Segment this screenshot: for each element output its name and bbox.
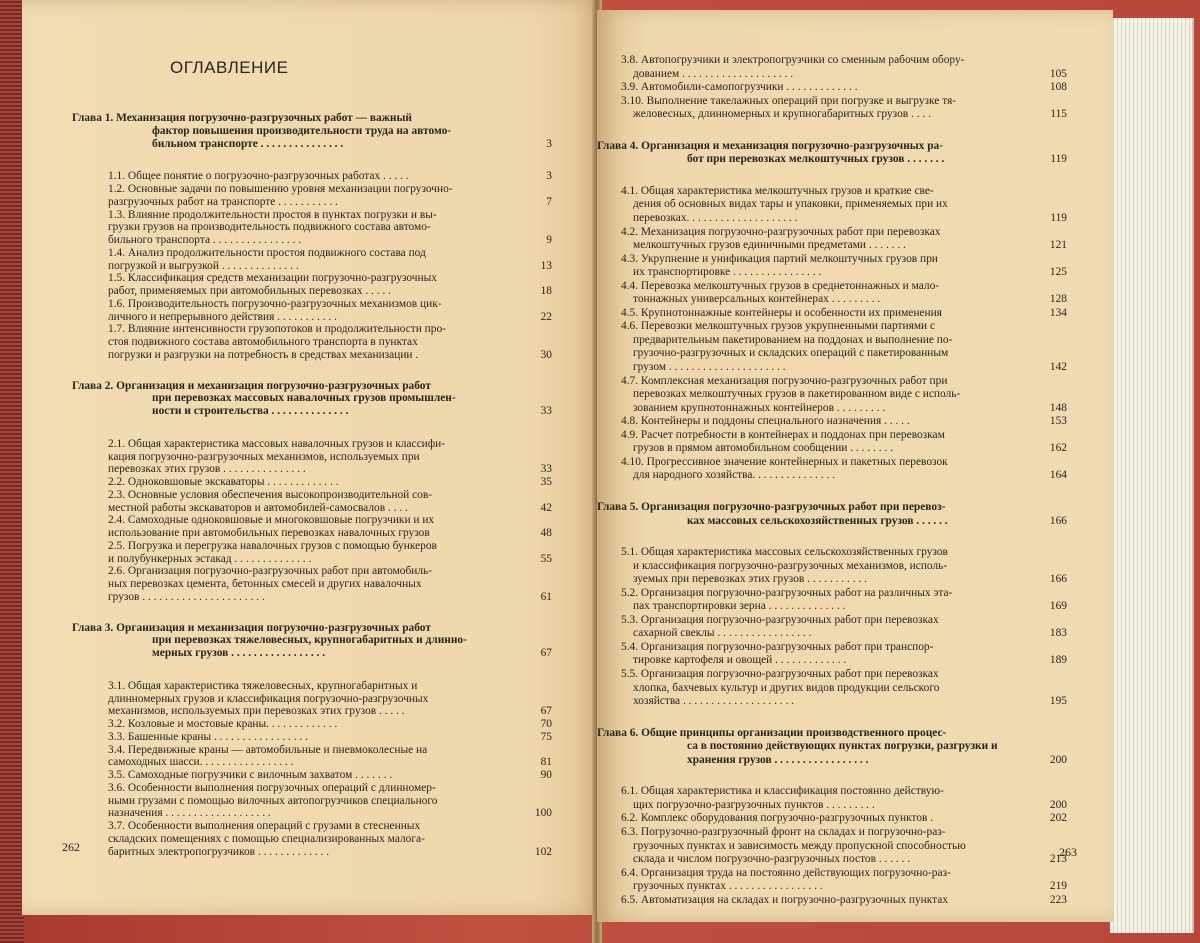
- toc-entry-line: пах транспортировки зерна . . . . . . . . . . . . . .: [633, 600, 846, 613]
- toc-entry-line: 3.5. Самоходные погрузчики с вилочным захватом . . . . . . .: [108, 769, 393, 781]
- toc-entry-line: 6.1. Общая характеристика и классификация постоянно действую-: [621, 785, 944, 798]
- toc-entry-line: 1.7. Влияние интенсивности грузопотоков и продолжительности про-: [108, 323, 446, 336]
- toc-entry-line: 4.8. Контейнеры и поддоны специального назначения . . . . .: [621, 415, 910, 428]
- toc-page-number: 200: [1049, 753, 1067, 766]
- toc-entry-line: хлопка, бахчевых культур и других видов продукции сельского: [633, 681, 940, 694]
- toc-page-number: 70: [540, 718, 552, 730]
- toc-entry-line: 2.1. Общая характеристика массовых навалочных грузов и классифи-: [108, 437, 445, 450]
- toc-page-number: 169: [1049, 600, 1067, 613]
- toc-entry-line: щих погрузочно-разгрузочных пунктов . . . . . . . . .: [633, 798, 875, 811]
- toc-page-number: 55: [540, 552, 552, 565]
- toc-page-number: 67: [540, 705, 552, 718]
- toc-page-number: 33: [540, 463, 552, 476]
- toc-entry-line: 5.5. Организация погрузочно-разгрузочных работ при перевозках: [621, 668, 939, 680]
- toc-page-number: 200: [1049, 798, 1067, 811]
- toc-page-number: 7: [546, 195, 552, 208]
- toc-page-number: 121: [1049, 239, 1067, 252]
- toc-chapter-line: Глава 4. Организация и механизация погрузочно-разгрузочных ра-: [597, 139, 944, 152]
- toc-entry-line: складских помещениях с помощью специализированных малога-: [108, 832, 425, 845]
- toc-entry-line: 3.6. Особенности выполнения погрузочных операций с длинномер-: [108, 781, 436, 794]
- toc-page-number: 153: [1049, 415, 1067, 428]
- toc-entry-line: 3.3. Башенные краны . . . . . . . . . . . . . . . . .: [108, 730, 308, 743]
- toc-entry-line: 5.4. Организация погрузочно-разгрузочных работ при транспор-: [621, 640, 934, 653]
- toc-page-number: 22: [540, 310, 552, 323]
- left-page: [22, 0, 599, 915]
- toc-page-number: 13: [540, 259, 552, 272]
- toc-entry-line: предварительным пакетированием на поддонах и выполнение по-: [633, 333, 953, 346]
- toc-entry-line: погрузкой и выгрузкой . . . . . . . . . . . . . .: [108, 259, 299, 272]
- toc-entry-line: хозяйства . . . . . . . . . . . . . . . . . . . .: [633, 695, 795, 708]
- toc-chapter-line: Глава 2. Организация и механизация погрузочно-разгрузочных работ: [72, 379, 431, 392]
- toc-entry-line: ных перевозках цемента, бетонных смесей и других навалочных: [108, 578, 422, 590]
- toc-entry-line: для народного хозяйства. . . . . . . . . . . . . . .: [633, 469, 835, 482]
- toc-entry-line: 2.3. Основные условия обеспечения высокопроизводительной сов-: [108, 488, 433, 501]
- toc-entry-line: зуемых при перевозках этих грузов . . . . . . . . . . .: [633, 573, 867, 586]
- toc-entry-line: баритных электропогрузчиков . . . . . . . . . . . . .: [108, 845, 330, 858]
- toc-entry-line: длинномерных грузов и классификация погрузочно-разгрузочных: [108, 692, 429, 705]
- toc-entry-line: 3.7. Особенности выполнения операций с грузами в стесненных: [108, 820, 421, 832]
- toc-chapter-line: бильном транспорте . . . . . . . . . . . . . . .: [152, 137, 344, 150]
- page-edges: [1110, 18, 1194, 933]
- toc-chapter-line: са в постоянно действующих пунктах погрузки, разгрузки и: [687, 740, 998, 753]
- toc-page-number: 189: [1049, 654, 1067, 667]
- toc-page-number: 9: [546, 234, 552, 246]
- toc-entry-line: грузочных пунктах и зависимость между пропускной способностью: [633, 839, 966, 852]
- toc-chapter-line: при перевозках массовых навалочных грузов промышлен-: [152, 392, 456, 405]
- toc-entry-line: 3.9. Автомобили-самопогрузчики . . . . . . . . . . . . .: [621, 81, 858, 94]
- toc-page-number: 183: [1049, 627, 1067, 640]
- toc-page-number: 100: [534, 807, 552, 820]
- toc-entry-line: перевозках мелкоштучных грузов в пакетированном виде с исполь-: [633, 388, 961, 401]
- toc-entry-line: 3.1. Общая характеристика тяжеловесных, крупногабаритных и: [108, 679, 418, 692]
- toc-page-number: 105: [1049, 67, 1067, 80]
- toc-entry-line: 1.4. Анализ продолжительности простоя подвижного состава под: [108, 246, 426, 259]
- toc-entry-line: 4.9. Расчет потребности в контейнерах и поддонах при перевозкам: [621, 428, 945, 441]
- toc-entry-line: грузов . . . . . . . . . . . . . . . . . . . . . .: [108, 590, 265, 603]
- toc-entry-line: 2.6. Организация погрузочно-разгрузочных работ при автомобиль-: [108, 565, 433, 578]
- right-page: [597, 10, 1113, 922]
- toc-entry-line: 4.2. Механизация погрузочно-разгрузочных работ при перевозках: [621, 225, 941, 238]
- toc-entry-line: грузов в прямом автомобильном сообщении . . . . . . . .: [633, 442, 893, 455]
- toc-entry-line: 4.1. Общая характеристика мелкоштучных грузов и краткие све-: [621, 184, 934, 197]
- toc-entry-line: работ, применяемых при автомобильных перевозках . . . . .: [108, 285, 391, 297]
- toc-page-number: 35: [540, 476, 552, 488]
- toc-entry-line: самоходных шасси. . . . . . . . . . . . . . . . .: [108, 756, 294, 769]
- toc-page-number: 119: [1050, 153, 1067, 166]
- toc-page-number: 102: [534, 845, 552, 858]
- toc-entry-line: 2.2. Одноковшовые экскаваторы . . . . . . . . . . . . .: [108, 476, 339, 488]
- toc-page-number: 219: [1049, 880, 1067, 893]
- toc-entry-line: их транспортировке . . . . . . . . . . . . . . . .: [633, 266, 822, 279]
- toc-page-number: 81: [540, 756, 552, 769]
- toc-page-number: 115: [1050, 108, 1067, 121]
- toc-title: ОГЛАВЛЕНИЕ: [170, 58, 289, 77]
- toc-page-number: 75: [540, 730, 552, 743]
- toc-chapter-line: ках массовых сельскохозяйственных грузов . . . . . .: [687, 514, 948, 527]
- toc-entry-line: склада и числом погрузочно-разгрузочных постов . . . . . .: [633, 853, 911, 866]
- toc-page-number: 61: [540, 590, 552, 603]
- toc-entry-line: разгрузочных работ на транспорте . . . . . . . . . . .: [108, 195, 338, 208]
- toc-entry-line: и полубункерных эстакад . . . . . . . . . . . . . .: [108, 552, 312, 565]
- toc-entry-line: сахарной свеклы . . . . . . . . . . . . . . . . .: [633, 627, 812, 640]
- toc-page-number: 134: [1049, 306, 1067, 319]
- toc-entry-line: 1.2. Основные задачи по повышению уровня механизации погрузочно-: [108, 183, 453, 195]
- toc-entry-line: кация погрузочно-разгрузочных механизмов, используемых при: [108, 450, 420, 463]
- toc-chapter-line: Глава 5. Организация погрузочно-разгрузочных работ при перевоз-: [597, 500, 946, 513]
- toc-entry-line: назначения . . . . . . . . . . . . . . . . . . .: [108, 807, 271, 820]
- toc-entry-line: 2.5. Погрузка и перегрузка навалочных грузов с помощью бункеров: [108, 539, 437, 552]
- toc-entry-line: грузочных пунктах . . . . . . . . . . . . . . . . .: [633, 880, 823, 893]
- toc-page-number: 166: [1049, 573, 1067, 586]
- toc-entry-line: грузочно-разгрузочных и складских операций с пакетированным: [633, 347, 949, 360]
- toc-entry-line: и классификация погрузочно-разгрузочных механизмов, исполь-: [633, 559, 948, 572]
- toc-entry-line: тоннажных универсальных контейнерах . . . . . . . . .: [633, 293, 881, 306]
- toc-entry-line: 6.5. Автоматизация на складах и погрузочно-разгрузочных пунктах: [621, 893, 949, 906]
- toc-entry-line: 1.3. Влияние продолжительности простоя в пунктах погрузки и вы-: [108, 208, 437, 221]
- toc-entry-line: погрузки и разгрузки на потребность в средствах механизации .: [108, 348, 419, 361]
- toc-chapter-line: фактор повышения производительности труда на автомо-: [152, 124, 452, 137]
- toc-entry-line: желовесных, длинномерных и крупногабаритных грузов . . . .: [633, 108, 931, 121]
- toc-entry-line: зованием крупнотоннажных контейнеров . . . . . . . . .: [633, 401, 886, 414]
- toc-page-number: 128: [1049, 293, 1067, 306]
- toc-page-number: 3: [546, 170, 552, 183]
- toc-page-number: 148: [1049, 401, 1067, 414]
- toc-entry-line: механизмов, используемых при перевозках этих грузов . . . . .: [108, 705, 405, 718]
- toc-page-number: 119: [1050, 211, 1067, 224]
- toc-page-number: 166: [1049, 514, 1067, 527]
- toc-entry-line: 6.4. Организация труда на постоянно действующих погрузочно-раз-: [621, 866, 951, 879]
- toc-entry-line: мелкоштучных грузов единичными предметами . . . . . . .: [633, 239, 906, 252]
- toc-entry-line: личного и непрерывного действия . . . . . . . . . . .: [108, 310, 337, 323]
- toc-entry-line: дения об основных видах тары и упаковки, применяемых при их: [633, 198, 948, 211]
- toc-chapter-line: бот при перевозках мелкоштучных грузов . . . . . . .: [687, 153, 945, 166]
- toc-entry-line: грузки грузов на производительность подвижного состава автомо-: [108, 221, 431, 234]
- toc-entry-line: местной работы экскаваторов и автомобилей-самосвалов . . . .: [108, 501, 408, 514]
- toc-entry-line: 1.1. Общее понятие о погрузочно-разгрузочных работах . . . . .: [108, 170, 409, 183]
- toc-entry-line: дованием . . . . . . . . . . . . . . . . . . . .: [633, 67, 794, 80]
- toc-entry-line: 4.7. Комплексная механизация погрузочно-разгрузочных работ при: [621, 374, 948, 387]
- toc-page-number: 142: [1049, 361, 1067, 373]
- toc-entry-line: 4.10. Прогрессивное значение контейнерных и пакетных перевозок: [621, 455, 948, 468]
- toc-entry-line: 3.10. Выполнение такелажных операций при погрузке и выгрузке тя-: [621, 94, 957, 107]
- toc-page-number: 30: [540, 348, 552, 361]
- toc-entry-line: 1.6. Производительность погрузочно-разгрузочных механизмов цик-: [108, 297, 442, 310]
- toc-page-number: 195: [1049, 695, 1067, 708]
- toc-chapter-line: Глава 1. Механизация погрузочно-разгрузочных работ — важный: [72, 112, 412, 124]
- toc-chapter-line: Глава 3. Организация и механизация погрузочно-разгрузочных работ: [72, 621, 431, 634]
- toc-entry-line: перевозках этих грузов . . . . . . . . . . . . . . .: [108, 463, 306, 476]
- toc-entry-line: 1.5. Классификация средств механизации погрузочно-разгрузочных: [108, 272, 437, 285]
- toc-chapter-line: при перевозках тяжеловесных, крупногабаритных и длинно-: [152, 634, 467, 647]
- toc-page-number: 162: [1049, 442, 1067, 455]
- toc-entry-line: перевозках. . . . . . . . . . . . . . . . . . . .: [633, 211, 798, 224]
- toc-page-number: 42: [540, 501, 552, 514]
- toc-entry-line: 5.3. Организация погрузочно-разгрузочных работ при перевозках: [621, 613, 939, 626]
- toc-page-number: 67: [540, 647, 552, 659]
- toc-page-number: 33: [540, 405, 552, 417]
- toc-entry-line: 4.3. Укрупнение и унификация партий мелкоштучных грузов при: [621, 252, 938, 265]
- toc-page-number: 202: [1049, 812, 1067, 825]
- toc-entry-line: 3.8. Автопогрузчики и электропогрузчики со сменным рабочим обору-: [621, 54, 965, 66]
- toc-entry-line: стоя подвижного состава автомобильного транспорта в пунктах: [108, 336, 418, 348]
- left-page-number: 262: [62, 840, 80, 854]
- toc-entry-line: 4.6. Перевозки мелкоштучных грузов укрупненными партиями с: [621, 320, 936, 333]
- toc-entry-line: бильного транспорта . . . . . . . . . . . . . . . .: [108, 234, 302, 246]
- toc-page-number: 108: [1049, 81, 1067, 94]
- toc-page-number: 125: [1049, 266, 1067, 279]
- toc-page-number: 90: [540, 769, 552, 781]
- toc-entry-line: 4.4. Перевозка мелкоштучных грузов в среднетоннажных и мало-: [621, 279, 940, 292]
- toc-page-number: 223: [1049, 893, 1067, 906]
- toc-entry-line: 6.3. Погрузочно-разгрузочный фронт на складах и погрузочно-раз-: [621, 825, 946, 838]
- toc-entry-line: использование при автомобильных перевозках навалочных грузов: [108, 527, 430, 539]
- toc-page-number: 18: [540, 285, 552, 297]
- toc-page-number: 164: [1049, 469, 1067, 482]
- toc-page-number: 213: [1049, 853, 1067, 866]
- toc-entry-line: 3.2. Козловые и мостовые краны. . . . . . . . . . . . .: [108, 718, 338, 730]
- toc-entry-line: 6.2. Комплекс оборудования погрузочно-разгрузочных пунктов .: [621, 812, 934, 825]
- toc-entry-line: 3.4. Передвижные краны — автомобильные и пневмоколесные на: [108, 743, 428, 756]
- toc-chapter-line: ности и строительства . . . . . . . . . . . . . .: [152, 405, 349, 417]
- toc-entry-line: грузом . . . . . . . . . . . . . . . . . . . . .: [633, 361, 786, 373]
- toc-chapter-line: мерных грузов . . . . . . . . . . . . . . . . .: [152, 647, 326, 659]
- toc-entry-line: 5.2. Организация погрузочно-разгрузочных работ на различных эта-: [621, 586, 953, 599]
- right-page-number: 263: [1059, 845, 1077, 859]
- toc-entry-line: ными грузами с помощью вилочных автопогрузчиков специального: [108, 794, 438, 807]
- toc-entry-line: 2.4. Самоходные одноковшовые и многоковшовые погрузчики и их: [108, 514, 435, 527]
- toc-chapter-line: хранения грузов . . . . . . . . . . . . . . . . .: [687, 753, 869, 766]
- toc-page-number: 3: [546, 137, 552, 150]
- toc-entry-line: 4.5. Крупнотоннажные контейнеры и особенности их применения: [621, 306, 942, 319]
- toc-page-number: 48: [540, 527, 552, 539]
- toc-entry-line: тировке картофеля и овощей . . . . . . . . . . . . .: [633, 654, 847, 667]
- toc-entry-line: 5.1. Общая характеристика массовых сельскохозяйственных грузов: [621, 546, 948, 559]
- spine-cloth: [0, 0, 24, 943]
- toc-chapter-line: Глава 6. Общие принципы организации производственного процес-: [597, 726, 947, 739]
